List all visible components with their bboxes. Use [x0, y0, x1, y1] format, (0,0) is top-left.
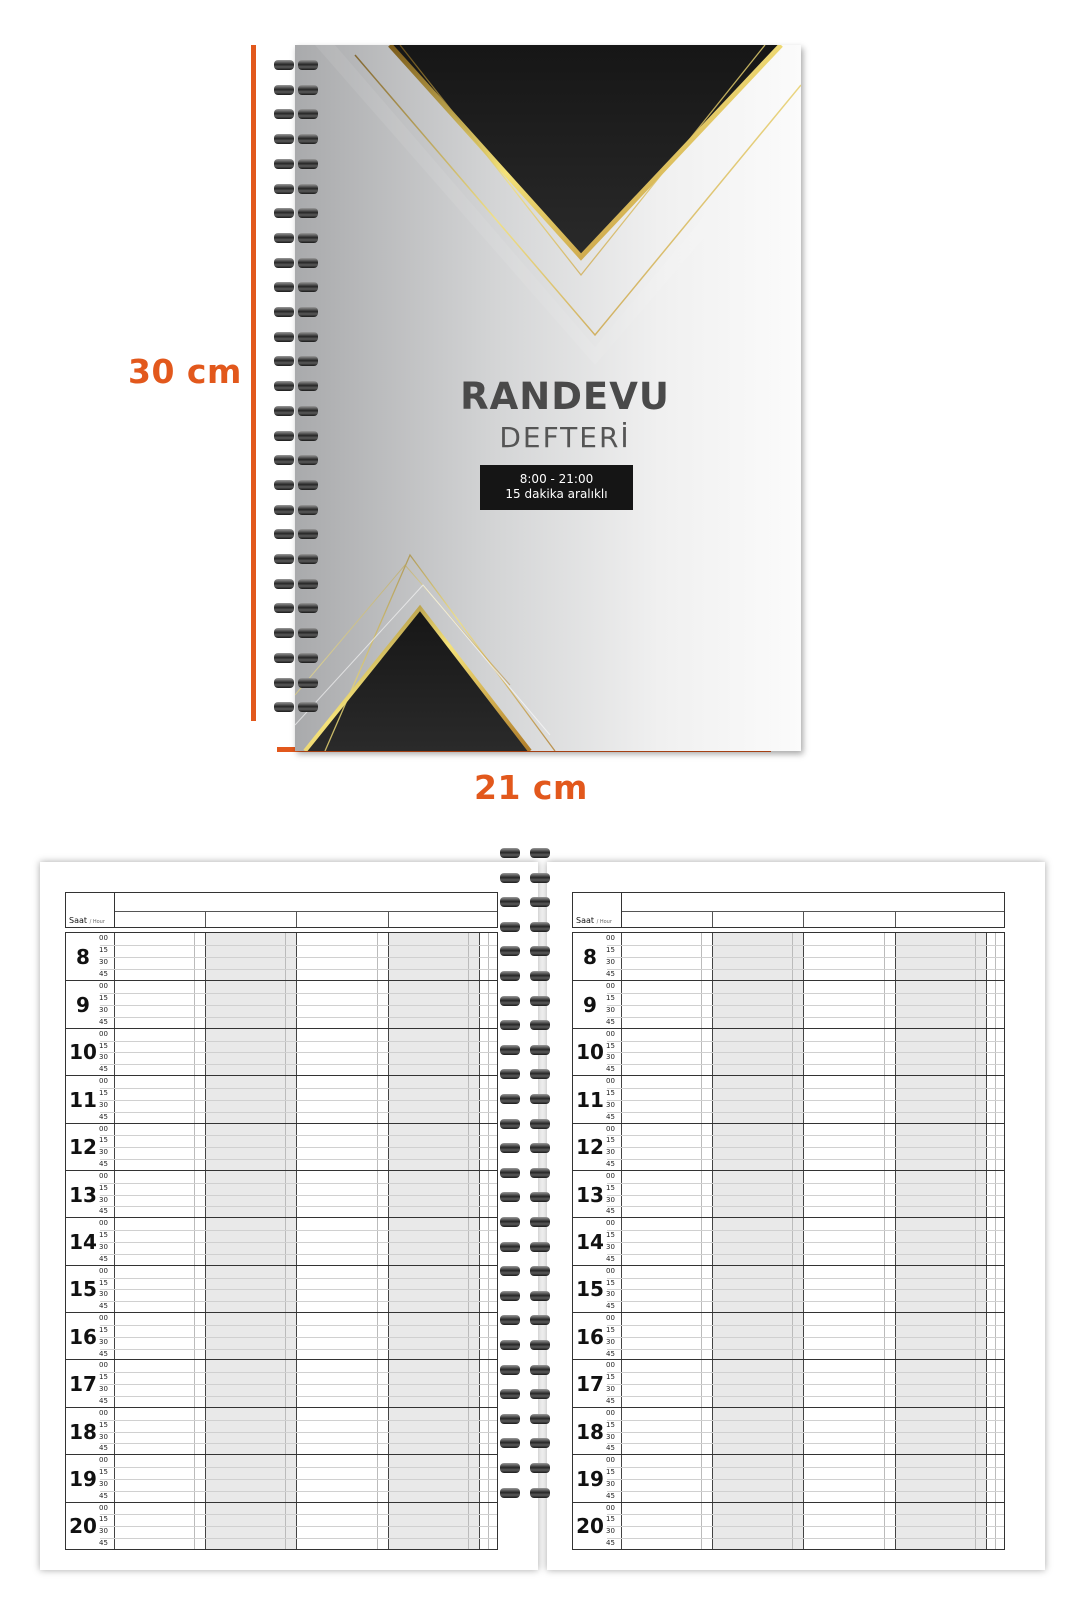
- spiral-coil: [274, 134, 318, 144]
- spiral-coil: [274, 109, 318, 119]
- hour-row: [66, 1170, 497, 1218]
- minute-label: 15: [606, 1231, 615, 1240]
- spiral-coil: [500, 1020, 550, 1030]
- hour-row: [66, 1075, 497, 1123]
- minute-label: 45: [99, 1254, 108, 1263]
- spiral-coil: [500, 1389, 550, 1399]
- minute-label: 15: [99, 1136, 108, 1145]
- spiral-coil: [274, 233, 318, 243]
- bottom-dark-triangle: [305, 608, 530, 751]
- hour-row: [66, 980, 497, 1028]
- minute-label: 00: [606, 1503, 615, 1512]
- hour-label: 11: [576, 1087, 604, 1112]
- spiral-coil: [274, 208, 318, 218]
- minute-label: 15: [606, 1468, 615, 1477]
- minute-label: 00: [99, 1314, 108, 1323]
- hour-label: 20: [576, 1514, 604, 1539]
- minute-label: 00: [606, 1361, 615, 1370]
- minute-label: 00: [606, 934, 615, 942]
- minute-label: 00: [99, 934, 108, 942]
- minute-label: 00: [606, 1219, 615, 1228]
- hour-row: [66, 1502, 497, 1550]
- minute-label: 45: [606, 1207, 615, 1216]
- minute-label: 45: [606, 969, 615, 978]
- spiral-coil: [274, 455, 318, 465]
- minute-label: 00: [99, 1171, 108, 1180]
- minute-label: 15: [606, 1136, 615, 1145]
- minute-label: 30: [99, 1527, 108, 1536]
- hour-label: 16: [69, 1324, 97, 1349]
- minute-label: 45: [99, 1112, 108, 1121]
- hour-row: [573, 980, 1004, 1028]
- spiral-coil: [274, 554, 318, 564]
- minute-label: 30: [99, 1100, 108, 1109]
- hour-label: 17: [576, 1372, 604, 1397]
- hour-row: [66, 1312, 497, 1360]
- minute-label: 15: [606, 994, 615, 1003]
- appointment-grid: [65, 932, 498, 1550]
- minute-label: 15: [99, 1278, 108, 1287]
- minute-label: 00: [606, 1266, 615, 1275]
- minute-label: 15: [99, 1041, 108, 1050]
- spiral-coil: [500, 1094, 550, 1104]
- hour-label: 8: [76, 944, 90, 969]
- spiral-coil: [274, 332, 318, 342]
- hour-row: [573, 1123, 1004, 1171]
- minute-label: 15: [606, 1515, 615, 1524]
- spiral-coil: [500, 922, 550, 932]
- hour-label: 14: [69, 1229, 97, 1254]
- spiral-coil: [274, 678, 318, 688]
- minute-label: 15: [99, 994, 108, 1003]
- minute-label: 30: [606, 1337, 615, 1346]
- hour-column-header: Saat / Hour: [69, 916, 105, 925]
- width-dimension-label: 21 cm: [474, 768, 588, 807]
- minute-label: 45: [606, 1444, 615, 1453]
- spiral-coil: [500, 1168, 550, 1178]
- hour-row: [66, 1217, 497, 1265]
- hour-row: [66, 1028, 497, 1076]
- minute-label: 00: [606, 1029, 615, 1038]
- cover-spiral-binding: [274, 60, 318, 720]
- badge-interval: 15 dakika aralıklı: [505, 487, 608, 501]
- minute-label: 30: [99, 1242, 108, 1251]
- hour-row: [573, 1502, 1004, 1550]
- spiral-coil: [274, 529, 318, 539]
- minute-label: 45: [99, 969, 108, 978]
- spiral-coil: [274, 258, 318, 268]
- spiral-coil: [500, 1119, 550, 1129]
- cover-subtitle: DEFTERİ: [499, 421, 631, 454]
- minute-label: 30: [606, 1053, 615, 1062]
- cover-title: RANDEVU: [460, 375, 670, 418]
- minute-label: 30: [606, 1242, 615, 1251]
- spiral-coil: [274, 60, 318, 70]
- minute-label: 00: [99, 1124, 108, 1133]
- spiral-coil: [500, 1365, 550, 1375]
- minute-label: 00: [606, 1408, 615, 1417]
- spiral-coil: [274, 702, 318, 712]
- spiral-coil: [274, 628, 318, 638]
- minute-label: 00: [606, 1314, 615, 1323]
- spiral-coil: [500, 1045, 550, 1055]
- minute-label: 30: [99, 957, 108, 966]
- minute-label: 30: [606, 1290, 615, 1299]
- minute-label: 45: [99, 1444, 108, 1453]
- spiral-coil: [500, 897, 550, 907]
- minute-label: 30: [99, 1006, 108, 1015]
- minute-label: 30: [606, 1527, 615, 1536]
- spiral-coil: [274, 406, 318, 416]
- hour-row: [573, 1407, 1004, 1455]
- minute-label: 15: [99, 1325, 108, 1334]
- minute-label: 15: [606, 1088, 615, 1097]
- minute-label: 15: [99, 1088, 108, 1097]
- hour-row: [66, 933, 497, 980]
- height-dimension-label: 30 cm: [128, 352, 242, 391]
- minute-label: 00: [606, 1456, 615, 1465]
- minute-label: 15: [99, 1183, 108, 1192]
- hour-row: [573, 933, 1004, 980]
- minute-label: 30: [606, 1195, 615, 1204]
- minute-label: 30: [99, 1148, 108, 1157]
- center-spiral-binding: [500, 848, 552, 1528]
- minute-label: 00: [606, 1171, 615, 1180]
- hour-label: 10: [576, 1040, 604, 1065]
- hour-label: 12: [69, 1135, 97, 1160]
- minute-label: 45: [606, 1112, 615, 1121]
- minute-label: 15: [606, 1325, 615, 1334]
- spiral-coil: [274, 307, 318, 317]
- spiral-coil: [500, 1192, 550, 1202]
- minute-label: 30: [606, 1100, 615, 1109]
- hour-label: 19: [576, 1466, 604, 1491]
- minute-label: 00: [606, 1077, 615, 1086]
- hour-row: [573, 1265, 1004, 1313]
- minute-label: 30: [606, 1385, 615, 1394]
- hour-label: 20: [69, 1514, 97, 1539]
- minute-label: 45: [99, 1349, 108, 1358]
- minute-label: 45: [99, 1207, 108, 1216]
- minute-label: 30: [606, 1006, 615, 1015]
- minute-label: 00: [99, 1456, 108, 1465]
- hour-row: [573, 1312, 1004, 1360]
- hour-row: [66, 1407, 497, 1455]
- spiral-coil: [500, 1340, 550, 1350]
- minute-label: 15: [606, 945, 615, 954]
- minute-label: 00: [99, 1266, 108, 1275]
- hour-label: 9: [76, 993, 90, 1018]
- minute-label: 00: [606, 982, 615, 991]
- hour-row: [573, 1454, 1004, 1502]
- hour-label: 15: [69, 1277, 97, 1302]
- minute-label: 15: [99, 1468, 108, 1477]
- minute-label: 45: [606, 1491, 615, 1500]
- spiral-coil: [274, 505, 318, 515]
- minute-label: 15: [606, 1278, 615, 1287]
- planner-header-grid: [65, 892, 498, 928]
- minute-label: 30: [99, 1053, 108, 1062]
- minute-label: 00: [99, 1408, 108, 1417]
- minute-label: 30: [606, 957, 615, 966]
- hour-label: 16: [576, 1324, 604, 1349]
- spiral-coil: [274, 579, 318, 589]
- hour-label: 8: [583, 944, 597, 969]
- hour-row: [66, 1359, 497, 1407]
- hour-row: [573, 1217, 1004, 1265]
- badge-time-range: 8:00 - 21:00: [519, 472, 594, 486]
- planner-page-left: [40, 862, 538, 1570]
- planner-header-grid: [572, 892, 1005, 928]
- hour-row: [573, 1170, 1004, 1218]
- minute-label: 15: [99, 1231, 108, 1240]
- top-dark-triangle: [390, 45, 781, 257]
- spiral-coil: [274, 85, 318, 95]
- hour-label: 15: [576, 1277, 604, 1302]
- minute-label: 00: [99, 1361, 108, 1370]
- spiral-coil: [500, 848, 550, 858]
- minute-label: 30: [606, 1432, 615, 1441]
- spiral-coil: [274, 653, 318, 663]
- spiral-coil: [500, 1069, 550, 1079]
- minute-label: 45: [606, 1254, 615, 1263]
- minute-label: 15: [606, 1183, 615, 1192]
- minute-label: 45: [606, 1396, 615, 1405]
- spiral-coil: [274, 431, 318, 441]
- hour-label: 9: [583, 993, 597, 1018]
- hour-label: 14: [576, 1229, 604, 1254]
- minute-label: 00: [606, 1124, 615, 1133]
- minute-label: 30: [606, 1479, 615, 1488]
- hour-row: [573, 1359, 1004, 1407]
- hour-row: [66, 1123, 497, 1171]
- spiral-coil: [274, 184, 318, 194]
- hour-label: 19: [69, 1466, 97, 1491]
- hour-label: 18: [69, 1419, 97, 1444]
- spiral-coil: [500, 1463, 550, 1473]
- hour-column-header: Saat / Hour: [576, 916, 612, 925]
- spiral-coil: [500, 1217, 550, 1227]
- minute-label: 30: [99, 1479, 108, 1488]
- notebook-cover: [295, 45, 801, 751]
- spiral-coil: [274, 480, 318, 490]
- minute-label: 45: [606, 1065, 615, 1074]
- hour-row: [573, 1075, 1004, 1123]
- minute-label: 15: [99, 1420, 108, 1429]
- minute-label: 00: [99, 1219, 108, 1228]
- minute-label: 15: [606, 1373, 615, 1382]
- hour-row: [66, 1454, 497, 1502]
- minute-label: 15: [606, 1041, 615, 1050]
- cover-time-badge: [480, 465, 633, 510]
- minute-label: 15: [606, 1420, 615, 1429]
- hour-row: [573, 1028, 1004, 1076]
- spiral-coil: [500, 1143, 550, 1153]
- spiral-coil: [500, 1242, 550, 1252]
- minute-label: 45: [99, 1017, 108, 1026]
- height-dimension-line: [251, 45, 256, 721]
- minute-label: 30: [99, 1337, 108, 1346]
- minute-label: 00: [99, 982, 108, 991]
- spiral-coil: [500, 1414, 550, 1424]
- spiral-coil: [500, 996, 550, 1006]
- minute-label: 00: [99, 1029, 108, 1038]
- minute-label: 15: [99, 1515, 108, 1524]
- spiral-coil: [500, 1488, 550, 1498]
- hour-label: 17: [69, 1372, 97, 1397]
- minute-label: 15: [99, 1373, 108, 1382]
- minute-label: 45: [606, 1302, 615, 1311]
- minute-label: 45: [99, 1160, 108, 1169]
- minute-label: 00: [99, 1503, 108, 1512]
- spiral-coil: [500, 1438, 550, 1448]
- minute-label: 45: [606, 1017, 615, 1026]
- minute-label: 45: [606, 1160, 615, 1169]
- spiral-coil: [274, 603, 318, 613]
- hour-label: 13: [576, 1182, 604, 1207]
- spiral-coil: [500, 1315, 550, 1325]
- planner-page-right: [547, 862, 1045, 1570]
- spiral-coil: [500, 971, 550, 981]
- minute-label: 30: [99, 1432, 108, 1441]
- spiral-coil: [500, 1291, 550, 1301]
- spiral-coil: [274, 282, 318, 292]
- spiral-coil: [274, 159, 318, 169]
- minute-label: 15: [99, 945, 108, 954]
- spiral-coil: [500, 946, 550, 956]
- minute-label: 45: [99, 1302, 108, 1311]
- minute-label: 45: [99, 1491, 108, 1500]
- minute-label: 45: [99, 1396, 108, 1405]
- spiral-coil: [274, 381, 318, 391]
- spiral-coil: [274, 356, 318, 366]
- minute-label: 30: [99, 1290, 108, 1299]
- minute-label: 30: [99, 1385, 108, 1394]
- hour-label: 13: [69, 1182, 97, 1207]
- spiral-coil: [500, 1266, 550, 1276]
- minute-label: 45: [606, 1349, 615, 1358]
- hour-label: 12: [576, 1135, 604, 1160]
- minute-label: 45: [606, 1539, 615, 1548]
- hour-label: 11: [69, 1087, 97, 1112]
- minute-label: 45: [99, 1065, 108, 1074]
- minute-label: 00: [99, 1077, 108, 1086]
- minute-label: 30: [99, 1195, 108, 1204]
- hour-row: [66, 1265, 497, 1313]
- hour-label: 10: [69, 1040, 97, 1065]
- minute-label: 45: [99, 1539, 108, 1548]
- appointment-grid: [572, 932, 1005, 1550]
- spiral-coil: [500, 873, 550, 883]
- minute-label: 30: [606, 1148, 615, 1157]
- hour-label: 18: [576, 1419, 604, 1444]
